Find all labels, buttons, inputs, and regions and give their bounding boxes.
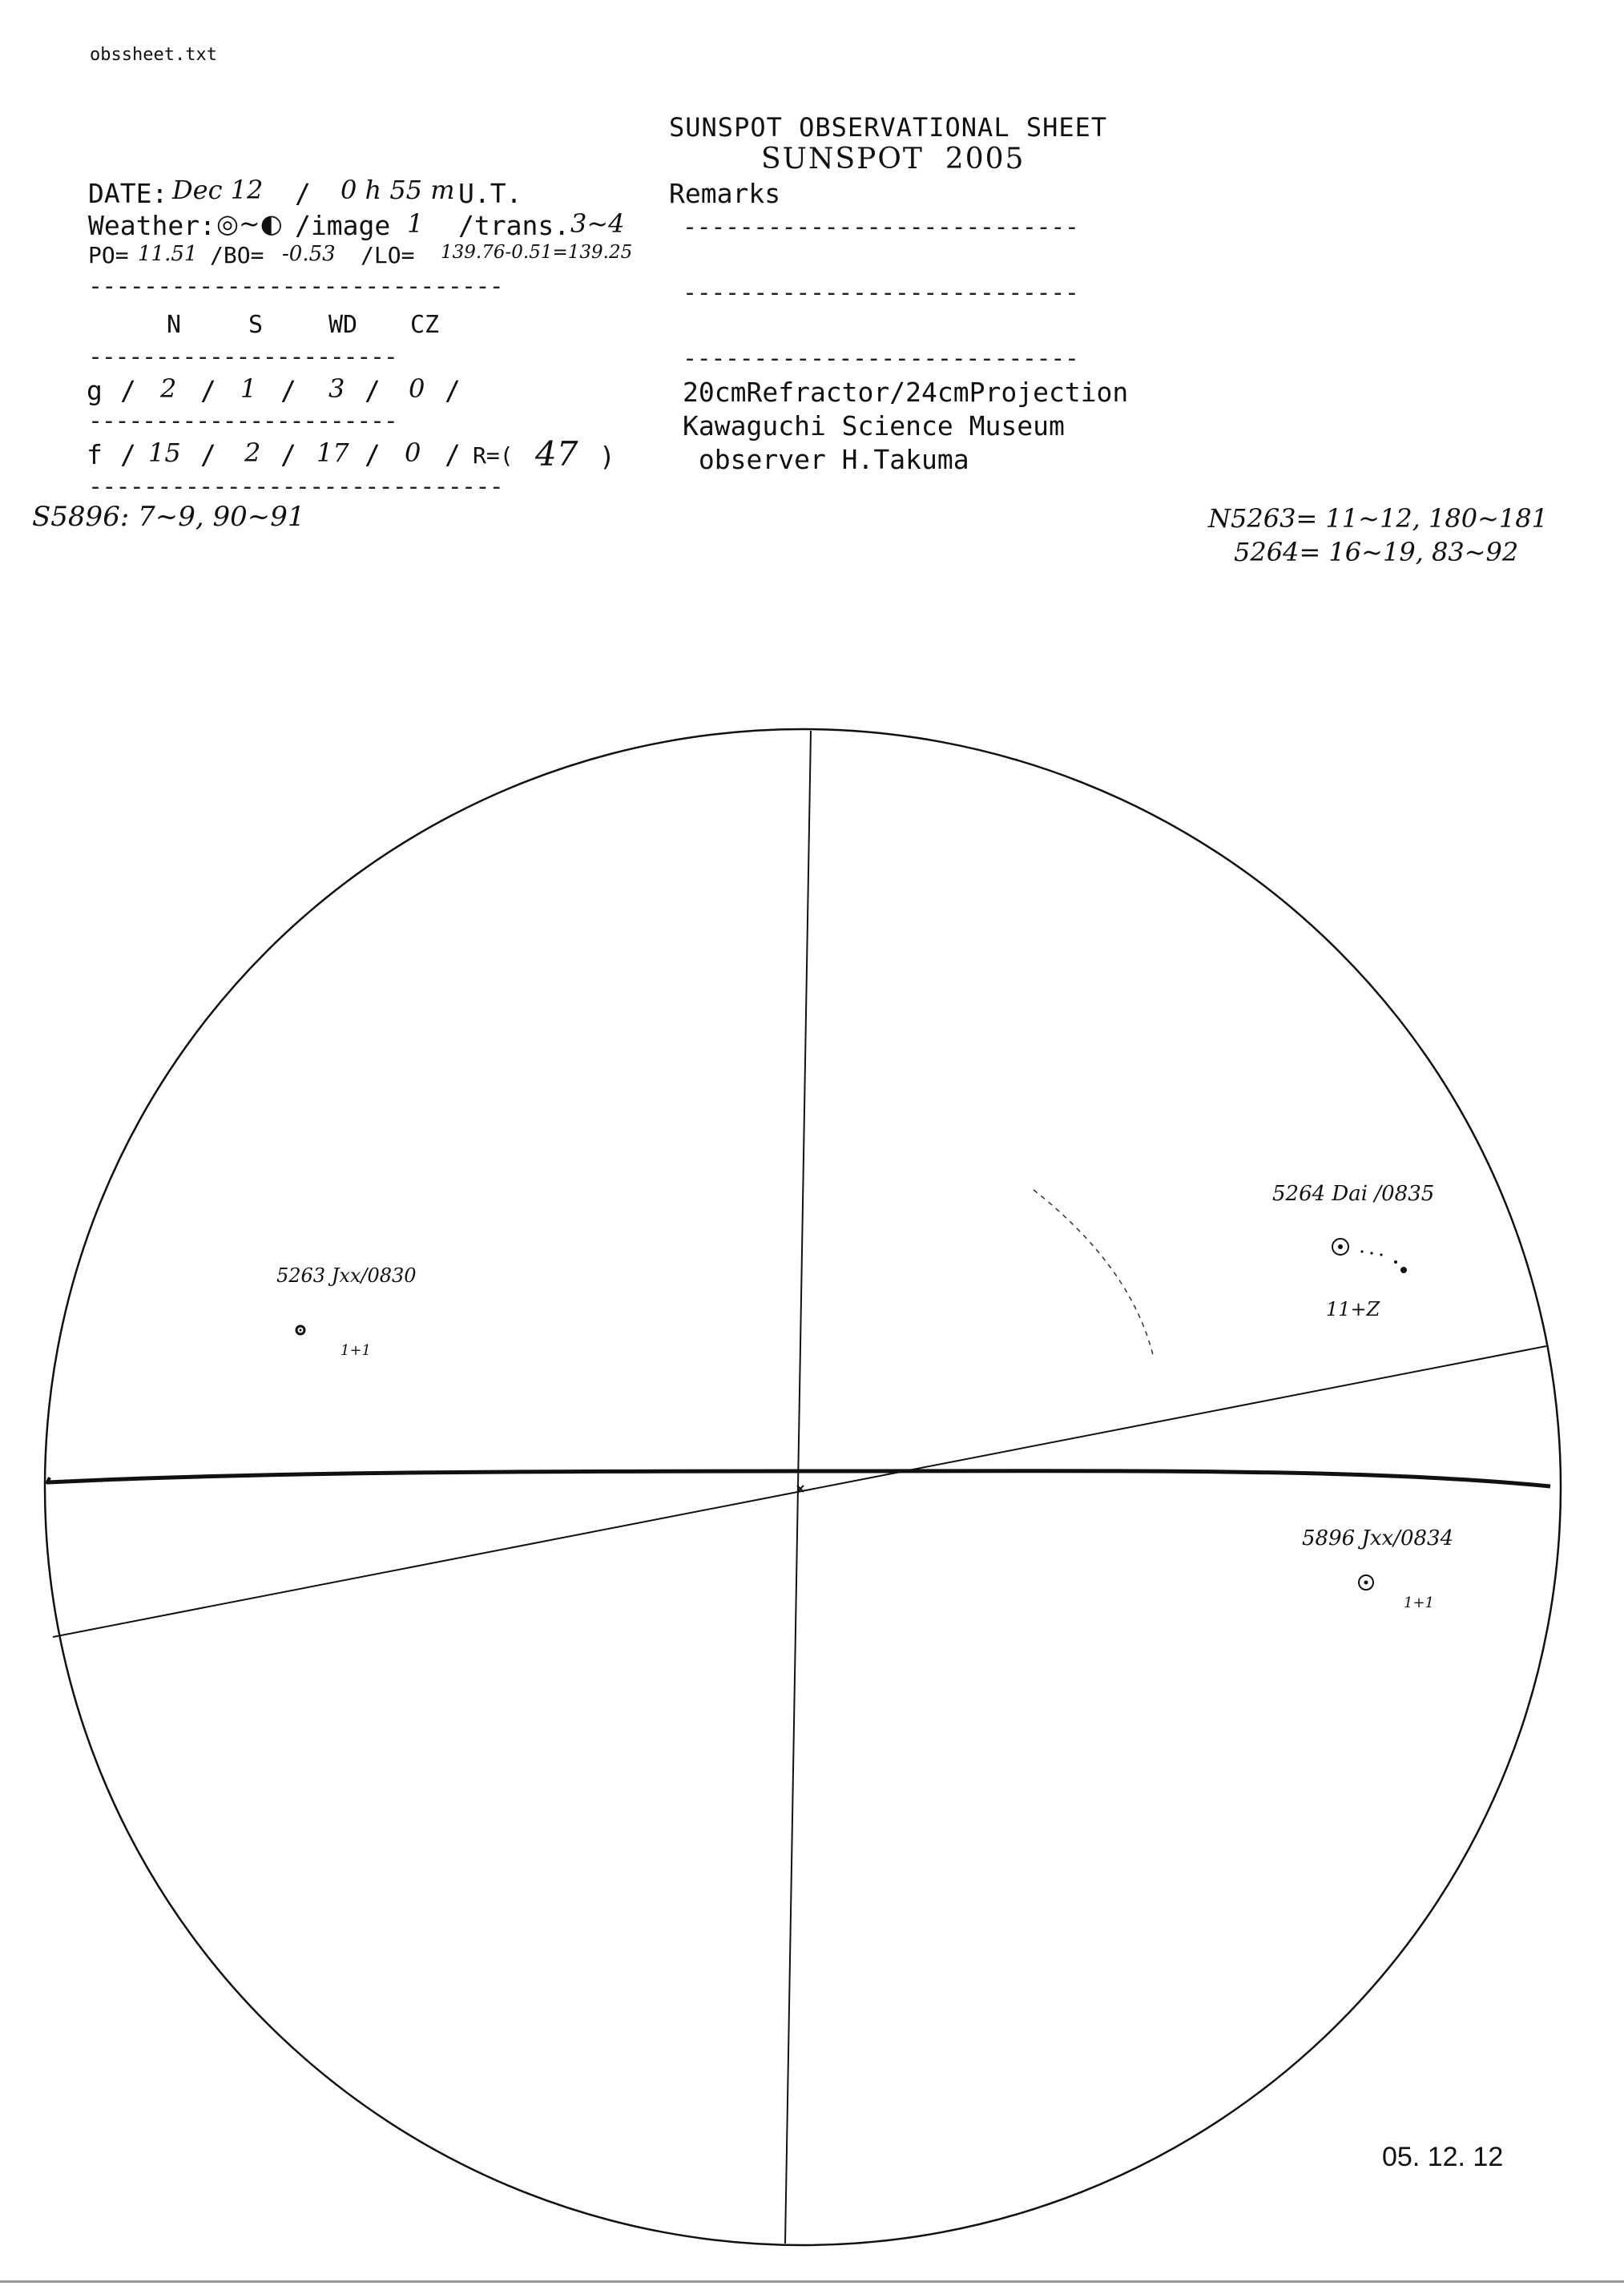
date-stamp: 05. 12. 12 — [1382, 2142, 1504, 2172]
weather-label: Weather: — [88, 210, 216, 241]
po-value: 11.51 — [138, 242, 198, 266]
time-value: 0 h 55 m — [341, 175, 455, 205]
po-label: PO= — [88, 242, 129, 268]
note-left: S5896: 7~9, 90~91 — [32, 501, 305, 533]
sheet-title: SUNSPOT OBSERVATIONAL SHEET — [669, 112, 1108, 143]
sheet-subtitle: SUNSPOT 2005 — [761, 143, 1026, 175]
date-label: DATE: — [88, 178, 168, 209]
image-label: /image — [295, 210, 391, 241]
group-5263-label: 5263 Jxx/0830 — [276, 1264, 417, 1287]
group-5264-label: 5264 Dai /0835 — [1272, 1182, 1435, 1206]
remarks-line-1: ---------------------------- — [683, 213, 1079, 241]
remarks-line-2: ---------------------------- — [683, 279, 1079, 307]
remarks-line-3: ---------------------------- — [683, 345, 1079, 373]
r-close: ) — [599, 441, 615, 472]
group-5896-count: 1+1 — [1404, 1595, 1434, 1611]
equator-line — [48, 1471, 1550, 1486]
row-g-s: 1 — [240, 373, 257, 404]
note-right-1: N5263= 11~12, 180~181 — [1208, 503, 1548, 534]
trans-label: /trans. — [458, 210, 570, 241]
row-g-cz: 0 — [409, 373, 425, 404]
file-label: obssheet.txt — [90, 45, 217, 65]
date-value: Dec 12 — [172, 175, 264, 205]
col-n: N — [167, 311, 182, 339]
lo-value: 139.76-0.51=139.25 — [441, 242, 633, 263]
row-f-cz: 0 — [405, 437, 421, 468]
row-g-wd: 3 — [328, 373, 345, 404]
separator-line-2: ------------------------------ — [88, 473, 503, 501]
row-f-label: f — [87, 439, 103, 470]
bo-label: /BO= — [210, 242, 264, 268]
group-5896-label: 5896 Jxx/0834 — [1302, 1526, 1454, 1550]
remarks-observer: observer H.Takuma — [683, 444, 969, 475]
remarks-label: Remarks — [669, 178, 781, 209]
separator-short-2: ----------------------- — [88, 407, 397, 435]
note-right-2: 5264= 16~19, 83~92 — [1234, 537, 1519, 567]
row-f-wd: 17 — [316, 437, 349, 468]
col-wd: WD — [328, 311, 358, 339]
lo-label: /LO= — [361, 242, 415, 268]
page-bottom-edge — [0, 2280, 1624, 2283]
separator-short: ----------------------- — [88, 343, 397, 371]
row-f-n: 15 — [148, 437, 181, 468]
image-value: 1 — [407, 208, 424, 239]
spot-5264-follower — [1400, 1267, 1407, 1273]
remarks-location: Kawaguchi Science Museum — [683, 410, 1065, 441]
bo-value: -0.53 — [282, 242, 336, 266]
weather-value: ◎~◐ — [216, 208, 283, 239]
time-suffix: U.T. — [458, 178, 522, 209]
separator-line: ------------------------------ — [88, 272, 503, 300]
row-g-label: g — [87, 375, 103, 406]
r-label: R=( — [473, 442, 514, 469]
r-value: 47 — [535, 434, 578, 474]
group-5263-count: 1+1 — [341, 1342, 371, 1359]
arc-mark — [1034, 1190, 1154, 1358]
group-5264-count: 11+Z — [1326, 1298, 1380, 1320]
col-cz: CZ — [410, 311, 440, 339]
row-g-n: 2 — [160, 373, 177, 404]
row-f-s: 2 — [244, 437, 261, 468]
trans-value: 3~4 — [570, 208, 625, 239]
col-s: S — [248, 311, 264, 339]
remarks-instrument: 20cmRefractor/24cmProjection — [683, 377, 1129, 408]
